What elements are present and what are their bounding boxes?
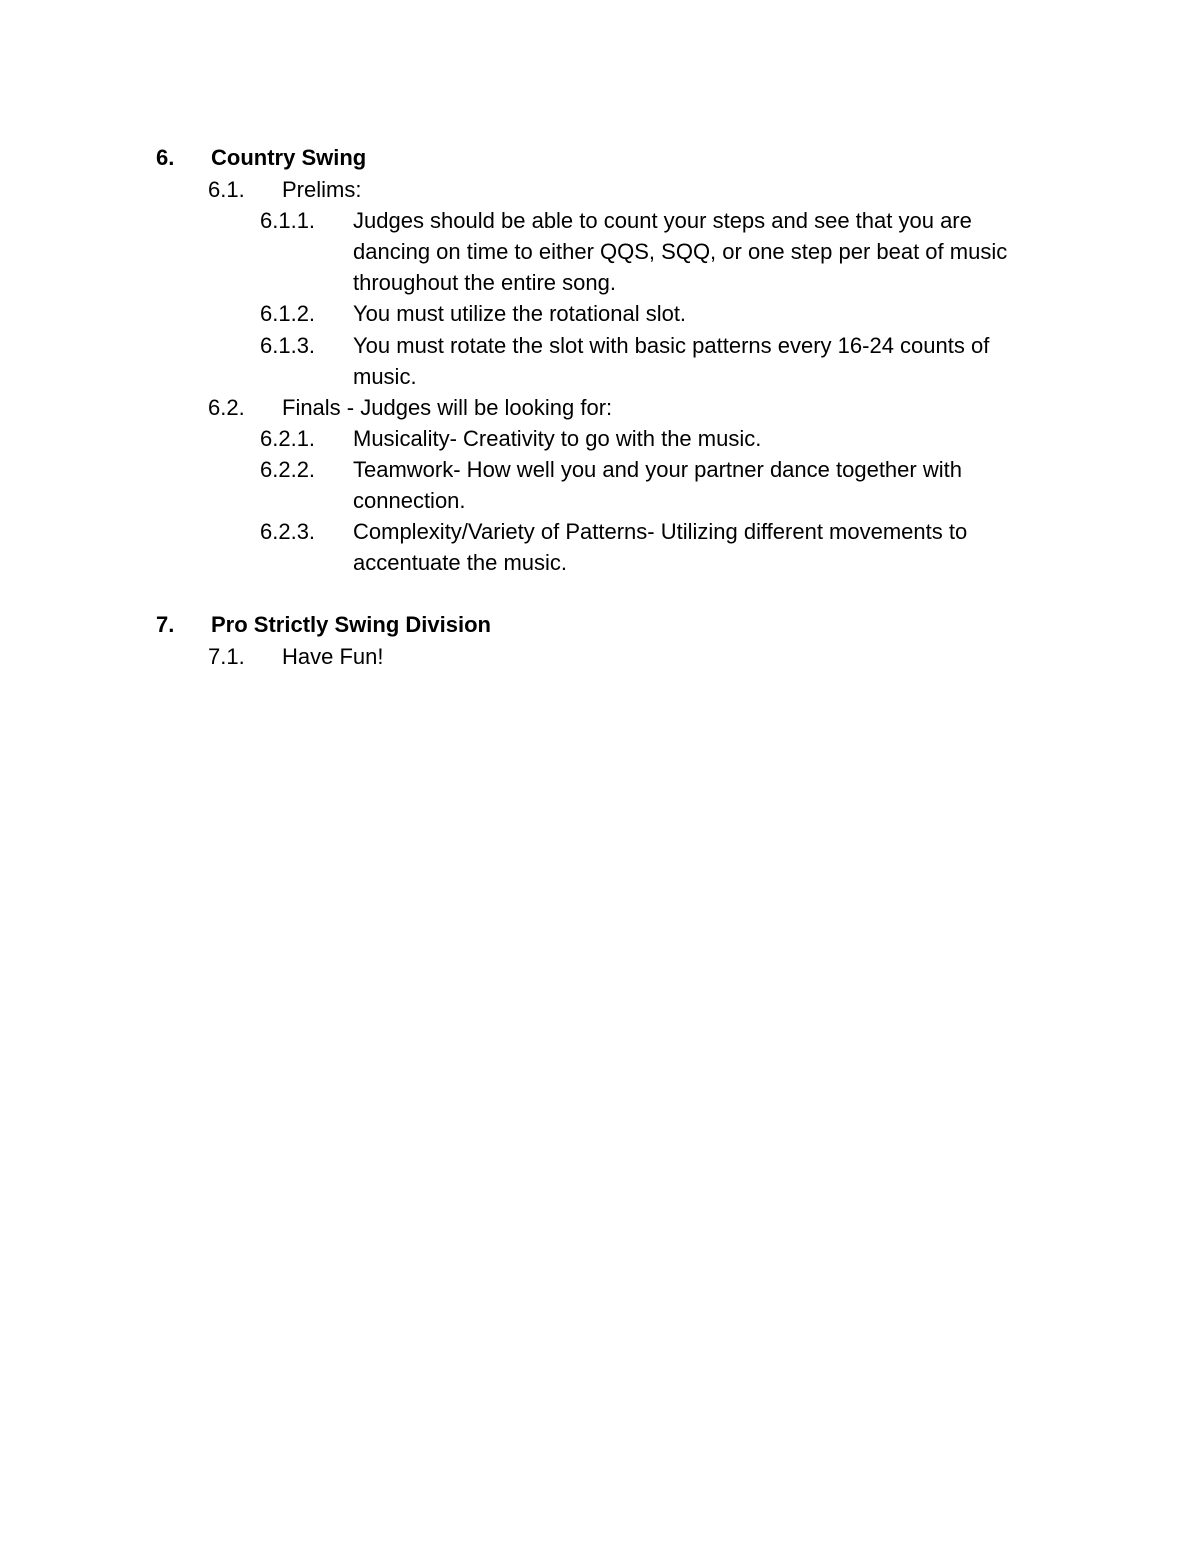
subsection-number: 7.1. xyxy=(208,644,245,669)
item-number: 6.1.2. xyxy=(260,301,316,326)
item-number: 6.2.1. xyxy=(260,426,316,451)
item-text-line: connection. xyxy=(353,488,466,513)
item-text-line: Teamwork- How well you and your partner dance together with xyxy=(353,457,962,482)
section-number: 7. xyxy=(156,612,175,637)
item-text-line: music. xyxy=(353,364,417,389)
item-text-line: throughout the entire song. xyxy=(353,270,616,295)
subsection-number: 6.1. xyxy=(208,177,245,202)
item-text-line: accentuate the music. xyxy=(353,550,568,575)
subsection-text: Have Fun! xyxy=(282,644,384,669)
item-text-line: You must utilize the rotational slot. xyxy=(353,301,687,326)
section-heading: Pro Strictly Swing Division xyxy=(211,612,491,637)
item-text-line: Musicality- Creativity to go with the music. xyxy=(353,426,762,451)
section-heading: Country Swing xyxy=(211,145,367,170)
section-number: 6. xyxy=(156,145,175,170)
item-number: 6.1.3. xyxy=(260,333,316,358)
item-number: 6.2.3. xyxy=(260,519,316,544)
item-text-line: dancing on time to either QQS, SQQ, or one step per beat of music xyxy=(353,239,1008,264)
item-text-line: Complexity/Variety of Patterns- Utilizing different movements to xyxy=(353,519,968,544)
item-number: 6.1.1. xyxy=(260,208,316,233)
subsection-number: 6.2. xyxy=(208,395,245,420)
subsection-text: Finals - Judges will be looking for: xyxy=(282,395,613,420)
item-text-line: Judges should be able to count your steps and see that you are xyxy=(353,208,972,233)
item-number: 6.2.2. xyxy=(260,457,316,482)
subsection-text: Prelims: xyxy=(282,177,362,202)
item-text-line: You must rotate the slot with basic patterns every 16-24 counts of xyxy=(353,333,990,358)
